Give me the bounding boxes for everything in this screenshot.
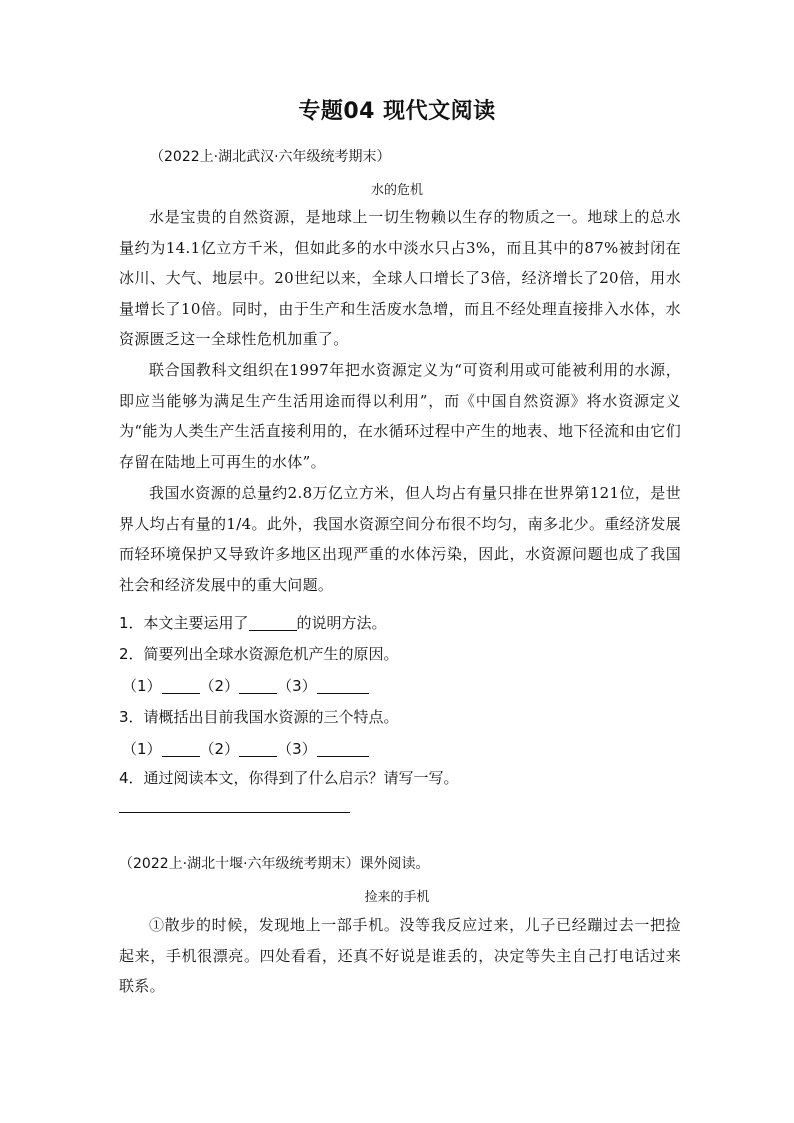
question-2-answer-line: [122, 675, 369, 696]
section1-paragraph-1: 水是宝贵的自然资源，是地球上一切生物赖以生存的物质之一。地球上的总水量约为14.1亿立方千米，但如此多的水中淡水只占3%，而且其中的87%被封闭在冰川、大气、地层中。20世纪以来，全球人口增长了3倍，经济增长了20倍，用水量增长了10倍。同时，由于生产和生活废水急增，而且不经处理直接排入水体，水资源匮乏这一全球性危机加重了。: [119, 208, 681, 348]
question-4: 4．通过阅读本文，你得到了什么启示？请写一写。: [119, 769, 459, 787]
question-4-answer-line[interactable]: [119, 812, 350, 813]
answer-blank-3[interactable]: [317, 740, 369, 757]
question-1-blank[interactable]: [249, 614, 297, 631]
section1-source: （2022上·湖北武汉·六年级统考期末）: [150, 149, 391, 165]
section1-paragraph-2: 联合国教科文组织在1997年把水资源定义为“可资利用或可能被利用的水源，即应当能够为满足生产生活用途而得以利用”，而《中国自然资源》将水资源定义为“能为人类生产生活直接利用的，在水循环过程中产生的地表、地下径流和由它们存留在陆地上可再生的水体”。: [119, 361, 681, 471]
answer-label-2: （2）: [199, 740, 240, 758]
question-1-text-after: 的说明方法。: [296, 614, 387, 632]
section2-paragraph-1: ①散步的时候，发现地上一部手机。没等我反应过来，儿子已经蹦过去一把捡起来，手机很漂亮。四处看看，还真不好说是谁丢的，决定等失主自己打电话过来联系。: [119, 916, 681, 995]
question-3-answer-line: [122, 738, 369, 759]
section2-source: （2022上·湖北十堰·六年级统考期末）课外阅读。: [119, 856, 430, 872]
question-3: 3．请概括出目前我国水资源的三个特点。: [119, 708, 399, 726]
section1-paragraph-3: 我国水资源的总量约2.8万亿立方米，但人均占有量只排在世界第121位，是世界人均占有量的1/4。此外，我国水资源空间分布很不均匀，南多北少。重经济发展而轻环境保护又导致许多地区出现严重的水体污染，因此，水资源问题也成了我国社会和经济发展中的重大问题。: [119, 484, 681, 594]
answer-blank-3[interactable]: [317, 677, 369, 694]
answer-label-1: （1）: [122, 677, 162, 695]
question-2: 2．简要列出全球水资源危机产生的原因。: [119, 645, 399, 663]
answer-label-3: （3）: [277, 740, 317, 758]
answer-blank-1[interactable]: [162, 740, 200, 757]
answer-blank-1[interactable]: [162, 677, 200, 694]
answer-label-1: （1）: [122, 740, 162, 758]
question-1-text-before: 1．本文主要运用了: [119, 614, 249, 632]
answer-blank-2[interactable]: [239, 740, 277, 757]
answer-blank-2[interactable]: [239, 677, 277, 694]
page-title: 专题04 现代文阅读: [298, 99, 496, 124]
section1-subtitle: 水的危机: [370, 183, 423, 198]
section2-subtitle: 捡来的手机: [364, 890, 430, 905]
answer-label-3: （3）: [277, 677, 317, 695]
answer-label-2: （2）: [199, 677, 240, 695]
question-1: [119, 612, 387, 633]
